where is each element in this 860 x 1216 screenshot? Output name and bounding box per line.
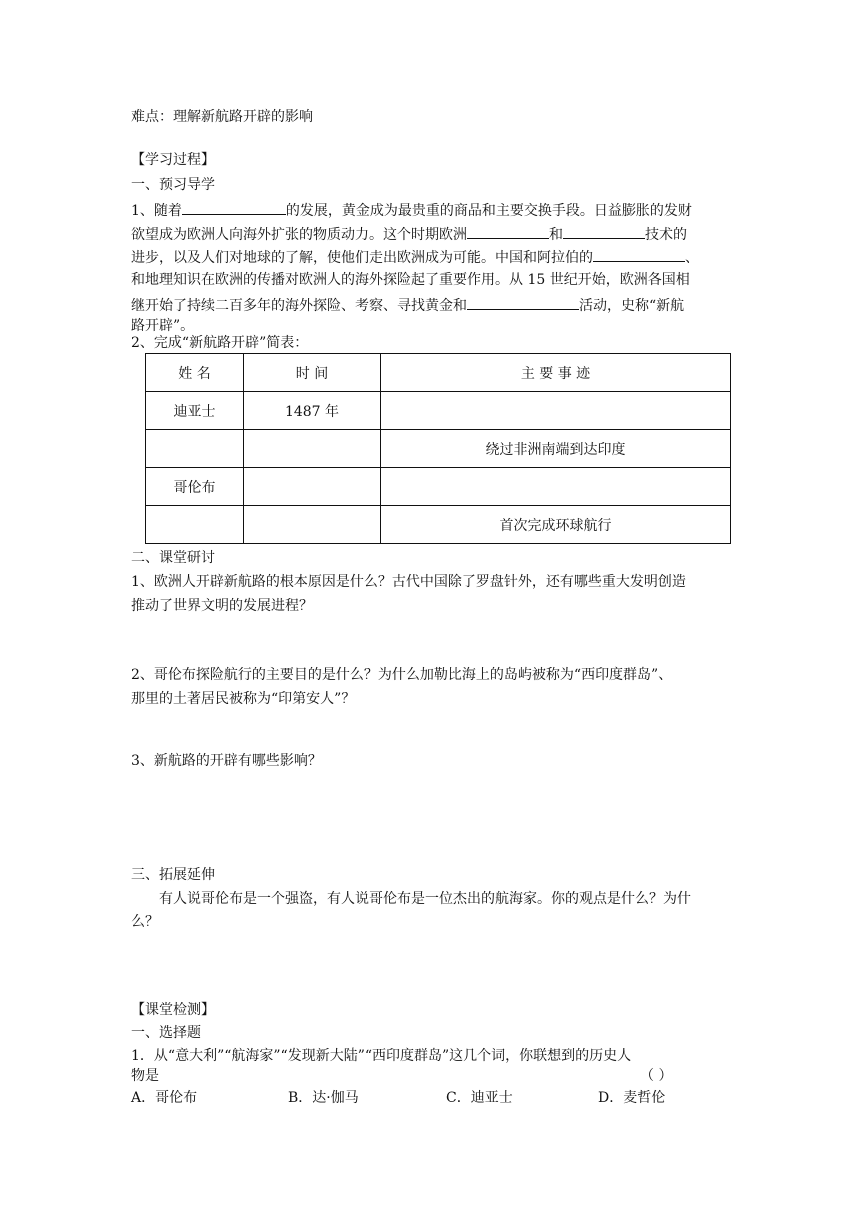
text: 的发展，黄金成为最贵重的商品和主要交换手段。日益膨胀的发财 bbox=[285, 203, 692, 219]
header-deeds: 主 要 事 迹 bbox=[381, 354, 731, 392]
fill-blank bbox=[467, 294, 579, 310]
cell-deeds bbox=[381, 392, 731, 430]
option-c: C．迪亚士 bbox=[446, 1090, 513, 1106]
table-row bbox=[146, 392, 731, 430]
question-2-line-2: 那里的土著居民被称为“印第安人”？ bbox=[131, 691, 356, 707]
text: 、 bbox=[685, 250, 699, 266]
fill-blank bbox=[467, 223, 549, 239]
question-2-line-1: 2、哥伦布探险航行的主要目的是什么？为什么加勒比海上的岛屿被称为“西印度群岛”、 bbox=[131, 667, 673, 683]
text: 技术的 bbox=[645, 227, 687, 243]
answer-parentheses: （ ） bbox=[640, 1068, 673, 1084]
question-1-line-1: 1、欧洲人开辟新航路的根本原因是什么？古代中国除了罗盘针外，还有哪些重大发明创造 bbox=[131, 574, 686, 590]
discussion-heading: 二、课堂研讨 bbox=[131, 550, 215, 566]
option-b: B．达·伽马 bbox=[288, 1090, 359, 1106]
cell-name: 哥伦布 bbox=[146, 468, 244, 506]
table-intro: 2、完成“新航路开辟”简表： bbox=[131, 335, 309, 351]
table-row bbox=[146, 506, 731, 544]
choice-question-1-line-1: 1．从“意大利”“航海家”“发现新大陆”“西印度群岛”这几个词，你联想到的历史人 bbox=[131, 1048, 632, 1064]
table-row bbox=[146, 468, 731, 506]
question-3: 3、新航路的开辟有哪些影响？ bbox=[131, 753, 322, 769]
text: 活动，史称“新航 bbox=[579, 298, 685, 314]
text: 欲望成为欧洲人向海外扩张的物质动力。这个时期欧洲 bbox=[131, 227, 467, 243]
preview-heading: 一、预习导学 bbox=[131, 177, 215, 193]
option-a: A．哥伦布 bbox=[131, 1090, 198, 1106]
choice-question-1-line-2: 物是 bbox=[131, 1068, 159, 1084]
fill-blank bbox=[563, 223, 645, 239]
difficulty-line: 难点：理解新航路开辟的影响 bbox=[131, 109, 313, 125]
classroom-test-heading: 【课堂检测】 bbox=[131, 1002, 215, 1018]
table-row bbox=[146, 430, 731, 468]
option-d: D．麦哲伦 bbox=[598, 1090, 666, 1106]
cell-time bbox=[244, 506, 381, 544]
extension-line-2: 么？ bbox=[131, 914, 159, 930]
header-name: 姓 名 bbox=[146, 354, 244, 392]
cell-deeds bbox=[381, 468, 731, 506]
text: 继开始了持续二百多年的海外探险、考察、寻找黄金和 bbox=[131, 298, 467, 314]
text: 和 bbox=[549, 227, 563, 243]
extension-heading: 三、拓展延伸 bbox=[131, 867, 215, 883]
cell-time bbox=[244, 468, 381, 506]
learning-process-heading: 【学习过程】 bbox=[131, 152, 215, 168]
fill-blank bbox=[593, 246, 685, 262]
choice-heading: 一、选择题 bbox=[131, 1025, 201, 1041]
header-time: 时 间 bbox=[244, 354, 381, 392]
cell-deeds: 绕过非洲南端到达印度 bbox=[381, 430, 731, 468]
question-1-line-2: 推动了世界文明的发展进程？ bbox=[131, 598, 313, 614]
new-route-table bbox=[145, 353, 731, 544]
table-header-row bbox=[146, 354, 731, 392]
fill-blank bbox=[182, 199, 286, 215]
cell-name bbox=[146, 430, 244, 468]
extension-line-1: 有人说哥伦布是一个强盗，有人说哥伦布是一位杰出的航海家。你的观点是什么？为什 bbox=[159, 891, 691, 907]
text: 1、随着 bbox=[131, 203, 182, 219]
text: 进步，以及人们对地球的了解，使他们走出欧洲成为可能。中国和阿拉伯的 bbox=[131, 250, 593, 266]
cell-name bbox=[146, 506, 244, 544]
cell-name: 迪亚士 bbox=[146, 392, 244, 430]
cell-time: 1487 年 bbox=[244, 392, 381, 430]
cell-time bbox=[244, 430, 381, 468]
cell-deeds: 首次完成环球航行 bbox=[381, 506, 731, 544]
